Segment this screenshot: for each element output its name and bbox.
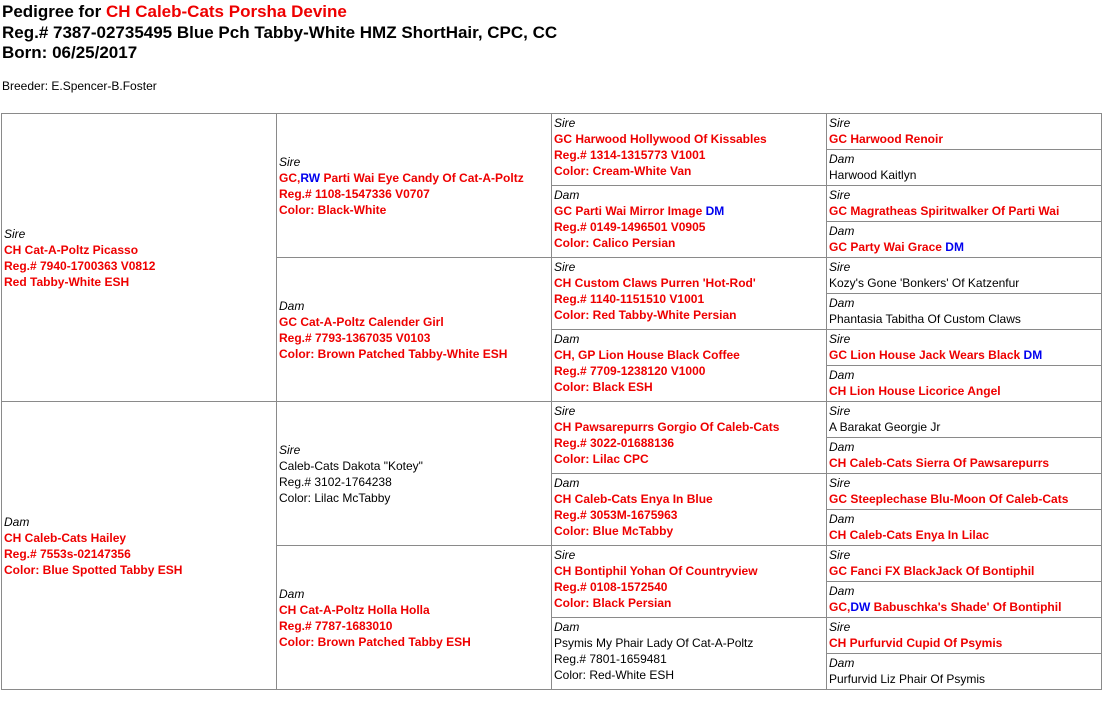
cat-reg: Reg.# 0149-1496501 V0905 [554, 220, 706, 234]
gen3-cell-1 [551, 113, 827, 186]
relation-label: Dam [554, 188, 580, 202]
registration-line: Reg.# 7387-02735495 Blue Pch Tabby-White HMZ ShortHair, CPC, CC [2, 23, 558, 42]
cat-reg: Reg.# 1108-1547336 V0707 [279, 186, 430, 201]
gen4-cell-12 [826, 509, 1102, 546]
cat-name: GC Magratheas Spiritwalker Of Parti Wai [829, 204, 1060, 218]
cat-name: CH Cat-A-Poltz Picasso [4, 242, 139, 257]
cat-color: Color: Brown Patched Tabby ESH [279, 634, 471, 649]
gen4-cell-7 [826, 329, 1102, 366]
cat-reg: Reg.# 1140-1151510 V1001 [554, 292, 705, 306]
gen4-cell-13 [826, 545, 1102, 582]
title-tag: DM [1023, 348, 1043, 362]
cat-name: Harwood Kaitlyn [829, 168, 917, 182]
cat-name: CH Caleb-Cats Enya In Lilac [829, 528, 990, 542]
relation-label: Dam [554, 476, 580, 490]
gen4-cell-8 [826, 365, 1102, 402]
relation-label: Sire [554, 260, 576, 274]
gen3-cell-5 [551, 401, 827, 474]
gen4-cell-15 [826, 617, 1102, 654]
gen2-dam-dam-cell [276, 545, 552, 690]
cat-reg: Reg.# 0108-1572540 [554, 580, 668, 594]
relation-label: Sire [829, 116, 851, 130]
cat-color: Red Tabby-White ESH [4, 274, 130, 289]
gen2-dam-sire-cell [276, 401, 552, 546]
cat-reg: Reg.# 3102-1764238 [279, 474, 392, 489]
cat-reg: Reg.# 7793-1367035 V0103 [279, 330, 431, 345]
cat-name-text: Parti Wai Eye Candy Of Cat-A-Poltz [320, 170, 524, 185]
relation-label: Dam [829, 440, 855, 454]
cat-name [829, 599, 1101, 615]
relation-label: Dam [829, 368, 855, 382]
cat-name-text: GC Parti Wai Mirror Image [554, 204, 703, 218]
relation-label: Dam [829, 584, 855, 598]
cat-name: GC Cat-A-Poltz Calender Girl [279, 314, 444, 329]
relation-label: Sire [279, 154, 301, 169]
relation-label: Sire [829, 548, 851, 562]
cat-reg: Reg.# 7553s-02147356 [4, 546, 131, 561]
relation-label: Sire [829, 476, 851, 490]
relation-label: Dam [554, 332, 580, 346]
title-tag: RW [300, 170, 321, 185]
cat-color: Color: Red Tabby-White Persian [554, 308, 737, 322]
cat-color: Color: Blue McTabby [554, 524, 674, 538]
cat-name: Psymis My Phair Lady Of Cat-A-Poltz [554, 636, 754, 650]
relation-label: Sire [829, 260, 851, 274]
cat-color: Color: Lilac CPC [554, 452, 649, 466]
title-tag: DM [705, 204, 725, 218]
relation-label: Dam [829, 656, 855, 670]
cat-name: GC Harwood Renoir [829, 132, 944, 146]
cat-name: CH Bontiphil Yohan Of Countryview [554, 564, 758, 578]
gen3-cell-6 [551, 473, 827, 546]
relation-label: Sire [554, 548, 576, 562]
cat-color: Color: Cream-White Van [554, 164, 692, 178]
title-prefix: GC, [279, 170, 301, 185]
cat-name: CH Caleb-Cats Porsha Devine [105, 2, 347, 21]
cat-name-text: Babuschka's Shade' Of Bontiphil [870, 600, 1062, 614]
gen4-cell-16 [826, 653, 1102, 690]
cat-reg: Reg.# 3022-01688136 [554, 436, 675, 450]
title-tag: DM [945, 240, 964, 254]
born-date: 06/25/2017 [52, 43, 138, 62]
gen3-cell-7 [551, 545, 827, 618]
cat-name: Phantasia Tabitha Of Custom Claws [829, 312, 1021, 326]
born-line [2, 42, 137, 63]
relation-label: Dam [554, 620, 580, 634]
title-prefix: Pedigree for [2, 2, 102, 21]
gen2-sire-dam-cell [276, 257, 552, 402]
gen3-cell-3 [551, 257, 827, 330]
relation-label: Dam [829, 296, 855, 310]
cat-color: Color: Black ESH [554, 380, 653, 394]
born-label: Born: [2, 43, 48, 62]
relation-label: Sire [829, 332, 851, 346]
gen3-cell-8 [551, 617, 827, 690]
cat-name: CH Cat-A-Poltz Holla Holla [279, 602, 430, 617]
relation-label: Sire [829, 620, 851, 634]
relation-label: Sire [554, 116, 576, 130]
cat-reg: Reg.# 1314-1315773 V1001 [554, 148, 706, 162]
cat-name: GC Harwood Hollywood Of Kissables [554, 132, 767, 146]
relation-label: Sire [4, 226, 26, 241]
relation-label: Dam [4, 514, 30, 529]
cat-name: A Barakat Georgie Jr [829, 420, 941, 434]
cat-name: CH Purfurvid Cupid Of Psymis [829, 636, 1003, 650]
cat-color: Color: Lilac McTabby [279, 490, 391, 505]
cat-name: CH Caleb-Cats Enya In Blue [554, 492, 713, 506]
cat-name: GC Fanci FX BlackJack Of Bontiphil [829, 564, 1035, 578]
gen2-sire-sire-cell [276, 113, 552, 258]
gen3-cell-4 [551, 329, 827, 402]
cat-name-text: GC Lion House Jack Wears Black [829, 348, 1021, 362]
relation-label: Dam [829, 152, 855, 166]
cat-name [279, 170, 551, 186]
gen4-cell-2 [826, 149, 1102, 186]
relation-label: Dam [279, 586, 305, 601]
cat-color: Color: Red-White ESH [554, 668, 675, 682]
title-prefix: GC, [829, 600, 851, 614]
relation-label: Sire [279, 442, 301, 457]
breeder: Breeder: E.Spencer-B.Foster [2, 79, 157, 93]
cat-name: CH Custom Claws Purren 'Hot-Rod' [554, 276, 756, 290]
cat-name [829, 239, 1101, 255]
gen4-cell-6 [826, 293, 1102, 330]
cat-name: Caleb-Cats Dakota "Kotey" [279, 458, 423, 473]
relation-label: Dam [829, 512, 855, 526]
page-title [2, 1, 347, 22]
cat-name: CH, GP Lion House Black Coffee [554, 348, 740, 362]
cat-name [829, 347, 1101, 363]
gen4-cell-9 [826, 401, 1102, 438]
gen4-cell-11 [826, 473, 1102, 510]
cat-reg: Reg.# 7787-1683010 [279, 618, 393, 633]
cat-name: CH Lion House Licorice Angel [829, 384, 1001, 398]
cat-color: Color: Black-White [279, 202, 387, 217]
gen4-cell-5 [826, 257, 1102, 294]
cat-reg: Reg.# 3053M-1675963 [554, 508, 678, 522]
cat-reg: Reg.# 7801-1659481 [554, 652, 667, 666]
cat-name: CH Caleb-Cats Hailey [4, 530, 127, 545]
cat-name [554, 203, 826, 219]
cat-color: Color: Brown Patched Tabby-White ESH [279, 346, 508, 361]
gen1-sire-cell [1, 113, 277, 402]
gen4-cell-14 [826, 581, 1102, 618]
cat-name: CH Caleb-Cats Sierra Of Pawsarepurrs [829, 456, 1050, 470]
cat-color: Color: Calico Persian [554, 236, 676, 250]
gen4-cell-1 [826, 113, 1102, 150]
cat-name: CH Pawsarepurrs Gorgio Of Caleb-Cats [554, 420, 780, 434]
cat-name: Kozy's Gone 'Bonkers' Of Katzenfur [829, 276, 1020, 290]
cat-name: Purfurvid Liz Phair Of Psymis [829, 672, 986, 686]
relation-label: Sire [554, 404, 576, 418]
cat-reg: Reg.# 7709-1238120 V1000 [554, 364, 706, 378]
gen4-cell-10 [826, 437, 1102, 474]
gen3-cell-2 [551, 185, 827, 258]
relation-label: Sire [829, 188, 851, 202]
title-tag: DW [850, 600, 871, 614]
relation-label: Sire [829, 404, 851, 418]
cat-name: GC Steeplechase Blu-Moon Of Caleb-Cats [829, 492, 1069, 506]
cat-name-text: GC Party Wai Grace [829, 240, 942, 254]
gen1-dam-cell [1, 401, 277, 690]
relation-label: Dam [279, 298, 305, 313]
gen4-cell-4 [826, 221, 1102, 258]
gen4-cell-3 [826, 185, 1102, 222]
cat-color: Color: Black Persian [554, 596, 672, 610]
relation-label: Dam [829, 224, 855, 238]
cat-reg: Reg.# 7940-1700363 V0812 [4, 258, 156, 273]
cat-color: Color: Blue Spotted Tabby ESH [4, 562, 183, 577]
